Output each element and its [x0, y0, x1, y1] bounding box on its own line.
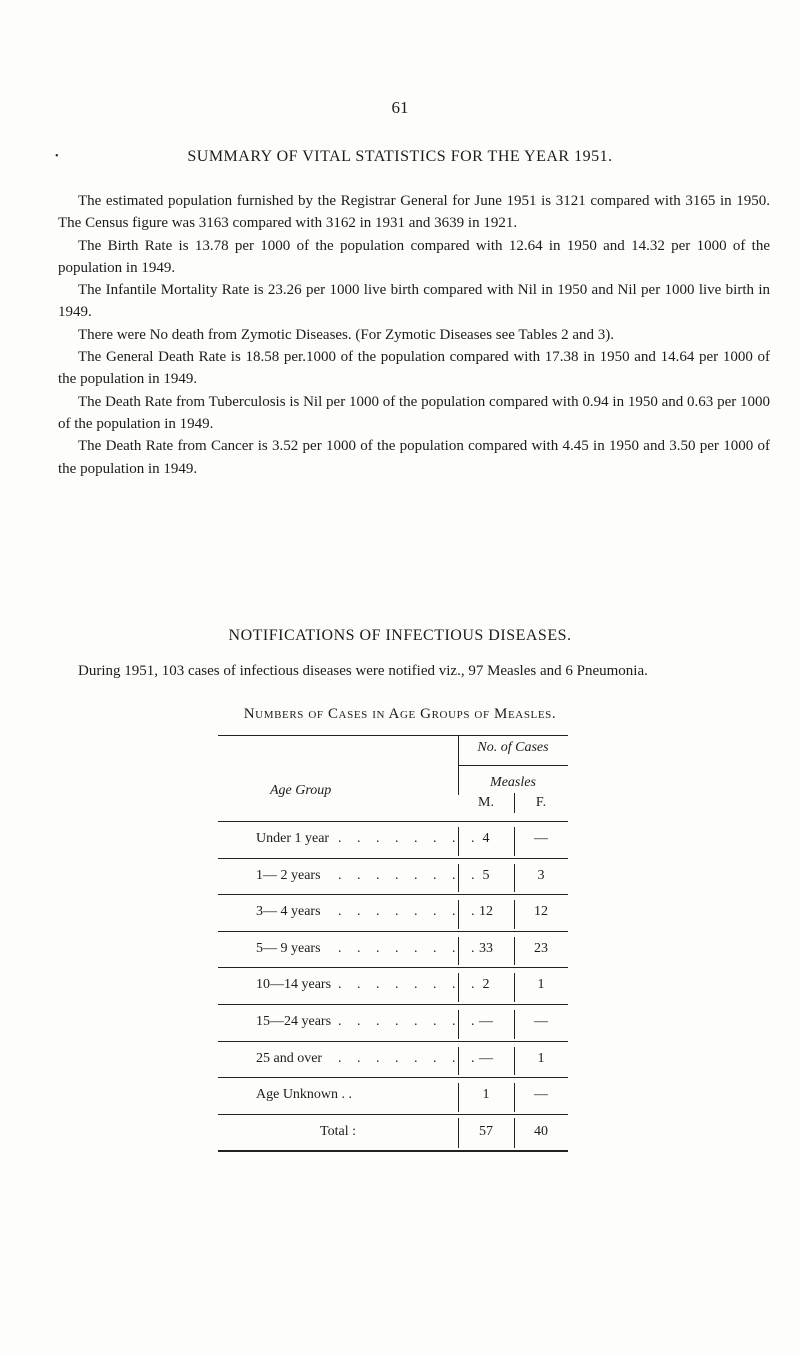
leader-dots: . . . . . . . . — [338, 867, 481, 883]
no-of-cases-header: No. of Cases — [477, 740, 549, 755]
female-count: — — [534, 1014, 548, 1029]
female-count: — — [534, 831, 548, 846]
leader-dots: . . . . . . . . — [338, 831, 481, 846]
header-sub-rule — [458, 765, 568, 766]
age-group-label: Under 1 year — [256, 831, 330, 846]
male-count: 1 — [482, 1087, 490, 1103]
column-divider-right — [514, 1010, 515, 1039]
female-count: 1 — [537, 977, 545, 993]
age-group-label: Age Unknown . . — [256, 1087, 353, 1103]
column-divider-left — [458, 827, 459, 856]
male-count: 2 — [482, 977, 490, 993]
row-rule — [218, 931, 568, 932]
female-header: F. — [535, 795, 547, 810]
leader-dots: . . . . . . . . — [338, 904, 481, 920]
male-count: 5 — [482, 867, 490, 883]
column-divider-left — [458, 900, 459, 929]
age-group-label: 1— 2 years — [256, 867, 321, 883]
row-rule — [218, 1077, 568, 1078]
age-group-label: 25 and over — [256, 1050, 323, 1066]
row-rule — [218, 894, 568, 895]
table-bottom-rule — [218, 1150, 568, 1152]
age-group-label: 3— 4 years — [256, 904, 321, 920]
age-group-label: 10—14 years — [256, 977, 332, 993]
female-total: 40 — [534, 1123, 548, 1139]
total-label: Total : — [320, 1123, 356, 1139]
bullet-mark: • — [55, 151, 59, 162]
total-divider-right — [514, 1118, 515, 1149]
female-count: 1 — [537, 1050, 545, 1066]
male-total: 57 — [479, 1123, 493, 1139]
column-divider-left — [458, 864, 459, 893]
column-divider-left — [458, 1047, 459, 1076]
row-rule — [218, 1041, 568, 1042]
column-divider-left — [458, 1083, 459, 1112]
table-top-rule — [218, 735, 568, 736]
female-count: 12 — [534, 904, 548, 920]
page-number: 61 — [391, 98, 409, 117]
table-title: Numbers of Cases in Age Groups of Measles. — [243, 706, 557, 722]
age-group-header: Age Group — [270, 783, 332, 798]
column-divider-right — [514, 973, 515, 1002]
female-count: 23 — [534, 940, 548, 956]
paragraph-birth-rate: The Birth Rate is 13.78 per 1000 of the population compared with 12.64 in 1950 and 14.32 per 1000 of the population in 1949. — [58, 237, 770, 276]
male-count: 4 — [482, 831, 490, 846]
summary-paragraphs — [58, 190, 770, 480]
age-group-label: 15—24 years — [256, 1014, 332, 1029]
column-divider-left — [458, 1010, 459, 1039]
leader-dots: . . . . . . . . — [338, 1050, 481, 1066]
paragraph-general-death-rate: The General Death Rate is 18.58 per.1000 of the population compared with 17.38 in 1950 and 14.64 per 1000 of the population in 1949. — [58, 349, 770, 388]
notifications-paragraph: During 1951, 103 cases of infectious diseases were notified viz., 97 Measles and 6 Pneumonia. — [78, 663, 648, 679]
row-rule — [218, 1004, 568, 1005]
male-header: M. — [478, 795, 494, 810]
measles-header: Measles — [490, 775, 536, 790]
column-divider-left — [458, 937, 459, 966]
column-divider-right — [514, 900, 515, 929]
age-group-label: 5— 9 years — [256, 940, 321, 956]
column-divider-left — [458, 973, 459, 1002]
paragraph-cancer: The Death Rate from Cancer is 3.52 per 1000 of the population compared with 4.45 in 1950 and 3.50 per 1000 of the population in 1949. — [58, 438, 770, 477]
leader-dots: . . . . . . . . — [338, 977, 481, 993]
column-divider-right — [514, 1083, 515, 1112]
male-count: — — [479, 1050, 493, 1066]
paragraph-zymotic: There were No death from Zymotic Diseases. (For Zymotic Diseases see Tables 2 and 3). — [78, 326, 615, 343]
column-divider-right — [514, 827, 515, 856]
leader-dots: . . . . . . . . — [338, 940, 481, 956]
column-divider-right — [514, 937, 515, 966]
header-bottom-rule — [218, 821, 568, 822]
male-count: 33 — [479, 940, 493, 956]
female-count: 3 — [537, 867, 545, 883]
male-count: 12 — [479, 904, 493, 920]
paragraph-tuberculosis: The Death Rate from Tuberculosis is Nil per 1000 of the population compared with 0.94 in 1950 and 0.63 per 1000 of the population in 1949. — [58, 393, 770, 432]
row-rule — [218, 967, 568, 968]
male-count: — — [479, 1014, 493, 1029]
row-rule — [218, 858, 568, 859]
paragraph-infant-mortality: The Infantile Mortality Rate is 23.26 per 1000 live birth compared with Nil in 1950 and Nil per 1000 live birth in 1949. — [58, 282, 770, 321]
column-divider-right — [514, 1047, 515, 1076]
row-rule — [218, 1114, 568, 1115]
total-divider-left — [458, 1118, 459, 1149]
female-count: — — [534, 1087, 548, 1103]
notifications-heading: NOTIFICATIONS OF INFECTIOUS DISEASES. — [228, 627, 572, 644]
paragraph-population: The estimated population furnished by the Registrar General for June 1951 is 3121 compared with 3165 in 1950. The Census figure was 3163 compared with 3162 in 1931 and 3639 in 1921. — [58, 193, 770, 232]
column-divider-right — [514, 864, 515, 893]
leader-dots: . . . . . . . . — [338, 1014, 481, 1029]
summary-heading: SUMMARY OF VITAL STATISTICS FOR THE YEAR 1951. — [187, 148, 613, 165]
